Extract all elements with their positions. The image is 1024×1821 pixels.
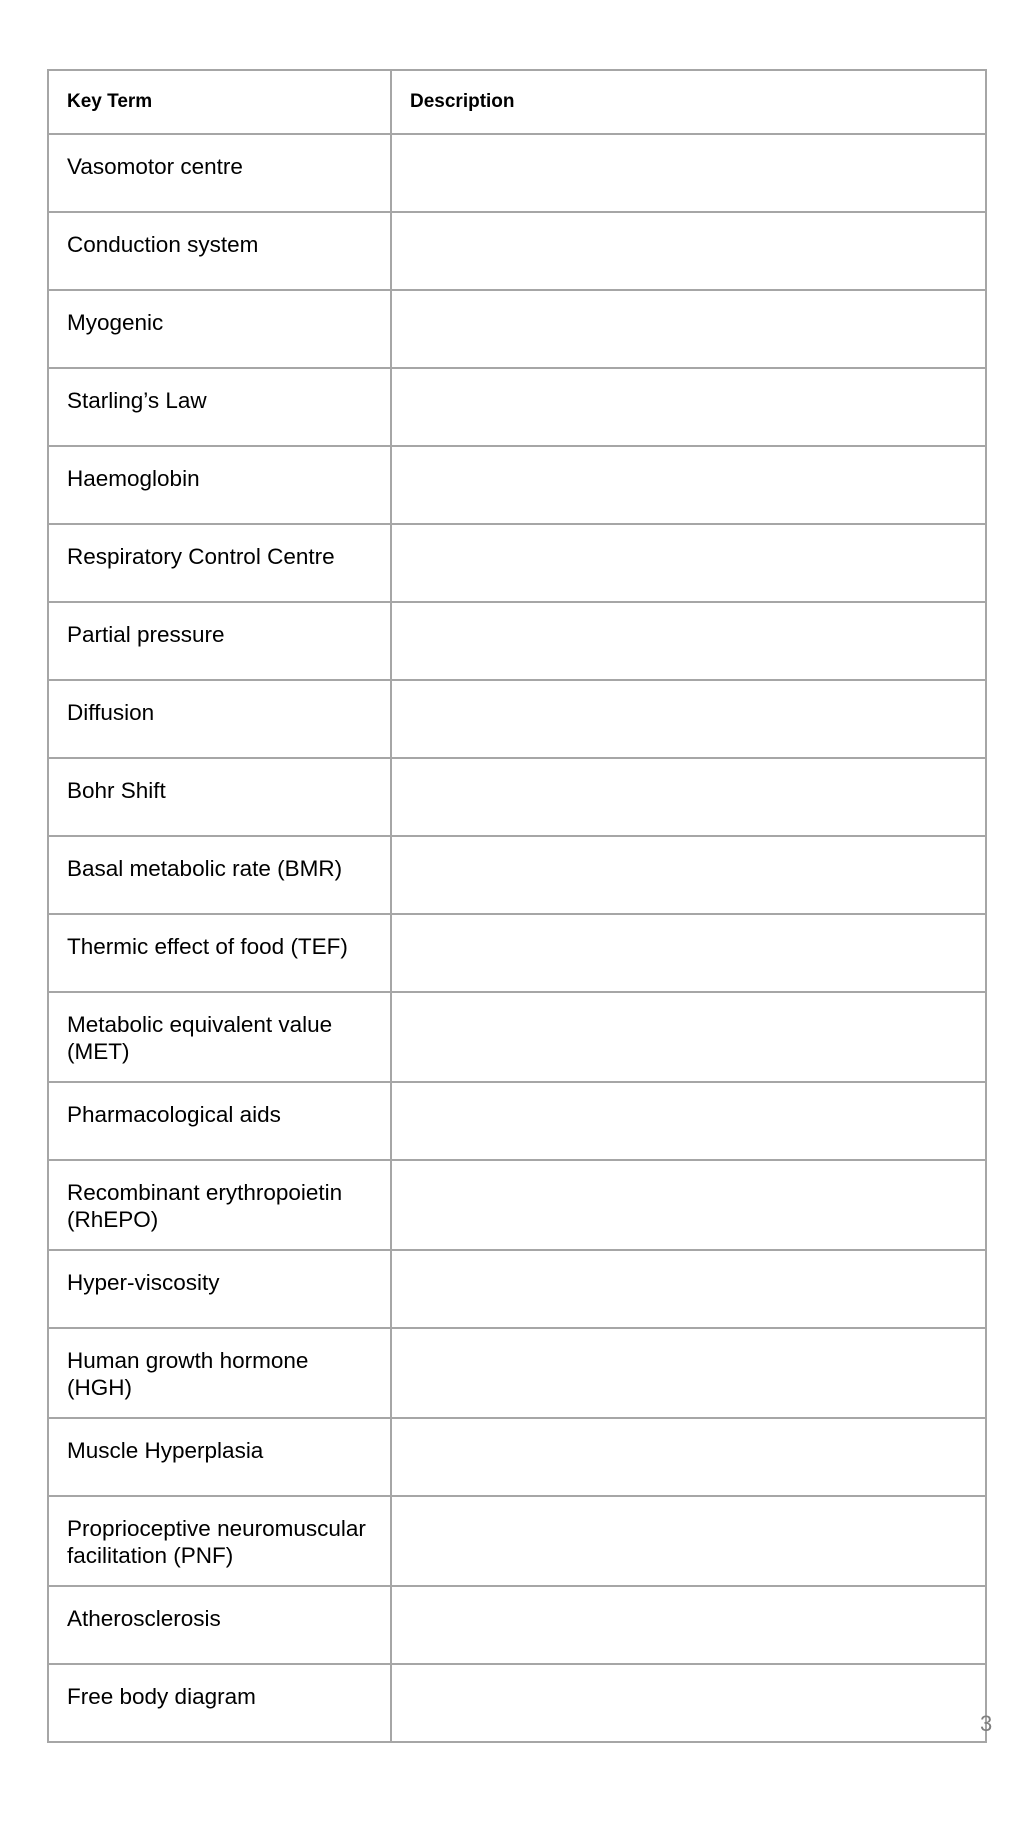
description-cell[interactable] [391, 758, 986, 836]
description-cell[interactable] [391, 1418, 986, 1496]
table-row [48, 446, 986, 524]
key-term-cell: Recombinant erythropoietin (RhEPO) [48, 1160, 391, 1250]
key-term-cell: Respiratory Control Centre [48, 524, 391, 602]
header-key-term: Key Term [48, 70, 391, 134]
key-term-cell: Free body diagram [48, 1664, 391, 1742]
table-row [48, 1664, 986, 1742]
description-cell[interactable] [391, 914, 986, 992]
table-row [48, 1586, 986, 1664]
description-cell[interactable] [391, 1586, 986, 1664]
description-cell[interactable] [391, 524, 986, 602]
key-term-cell: Hyper-viscosity [48, 1250, 391, 1328]
description-cell[interactable] [391, 1250, 986, 1328]
description-cell[interactable] [391, 446, 986, 524]
key-term-cell: Muscle Hyperplasia [48, 1418, 391, 1496]
key-term-cell: Pharmacological aids [48, 1082, 391, 1160]
description-cell[interactable] [391, 1160, 986, 1250]
description-cell[interactable] [391, 602, 986, 680]
table-row [48, 758, 986, 836]
description-cell[interactable] [391, 368, 986, 446]
table-row [48, 602, 986, 680]
table-row [48, 1496, 986, 1586]
table-row [48, 1328, 986, 1418]
description-cell[interactable] [391, 1082, 986, 1160]
description-cell[interactable] [391, 1664, 986, 1742]
key-term-cell: Conduction system [48, 212, 391, 290]
table-row [48, 524, 986, 602]
key-term-cell: Metabolic equivalent value (MET) [48, 992, 391, 1082]
key-term-cell: Thermic effect of food (TEF) [48, 914, 391, 992]
table-header-row [48, 70, 986, 134]
key-term-cell: Atherosclerosis [48, 1586, 391, 1664]
key-term-cell: Partial pressure [48, 602, 391, 680]
key-term-cell: Starling’s Law [48, 368, 391, 446]
description-cell[interactable] [391, 134, 986, 212]
description-cell[interactable] [391, 992, 986, 1082]
table-row [48, 134, 986, 212]
description-cell[interactable] [391, 1328, 986, 1418]
table-row [48, 992, 986, 1082]
key-term-cell: Human growth hormone (HGH) [48, 1328, 391, 1418]
description-cell[interactable] [391, 836, 986, 914]
page-number: 3 [980, 1711, 993, 1736]
description-cell[interactable] [391, 212, 986, 290]
table-row [48, 212, 986, 290]
table-row [48, 1250, 986, 1328]
table-row [48, 836, 986, 914]
key-term-cell: Bohr Shift [48, 758, 391, 836]
header-description: Description [391, 70, 986, 134]
table-row [48, 1160, 986, 1250]
table-row [48, 290, 986, 368]
key-term-cell: Vasomotor centre [48, 134, 391, 212]
key-term-cell: Haemoglobin [48, 446, 391, 524]
table-row [48, 1082, 986, 1160]
key-terms-table [47, 69, 987, 1743]
table-row [48, 368, 986, 446]
key-term-cell: Diffusion [48, 680, 391, 758]
key-term-cell: Proprioceptive neuromuscular facilitation (PNF) [48, 1496, 391, 1586]
table-row [48, 680, 986, 758]
key-term-cell: Basal metabolic rate (BMR) [48, 836, 391, 914]
description-cell[interactable] [391, 1496, 986, 1586]
table-row [48, 914, 986, 992]
description-cell[interactable] [391, 680, 986, 758]
description-cell[interactable] [391, 290, 986, 368]
table-row [48, 1418, 986, 1496]
key-term-cell: Myogenic [48, 290, 391, 368]
